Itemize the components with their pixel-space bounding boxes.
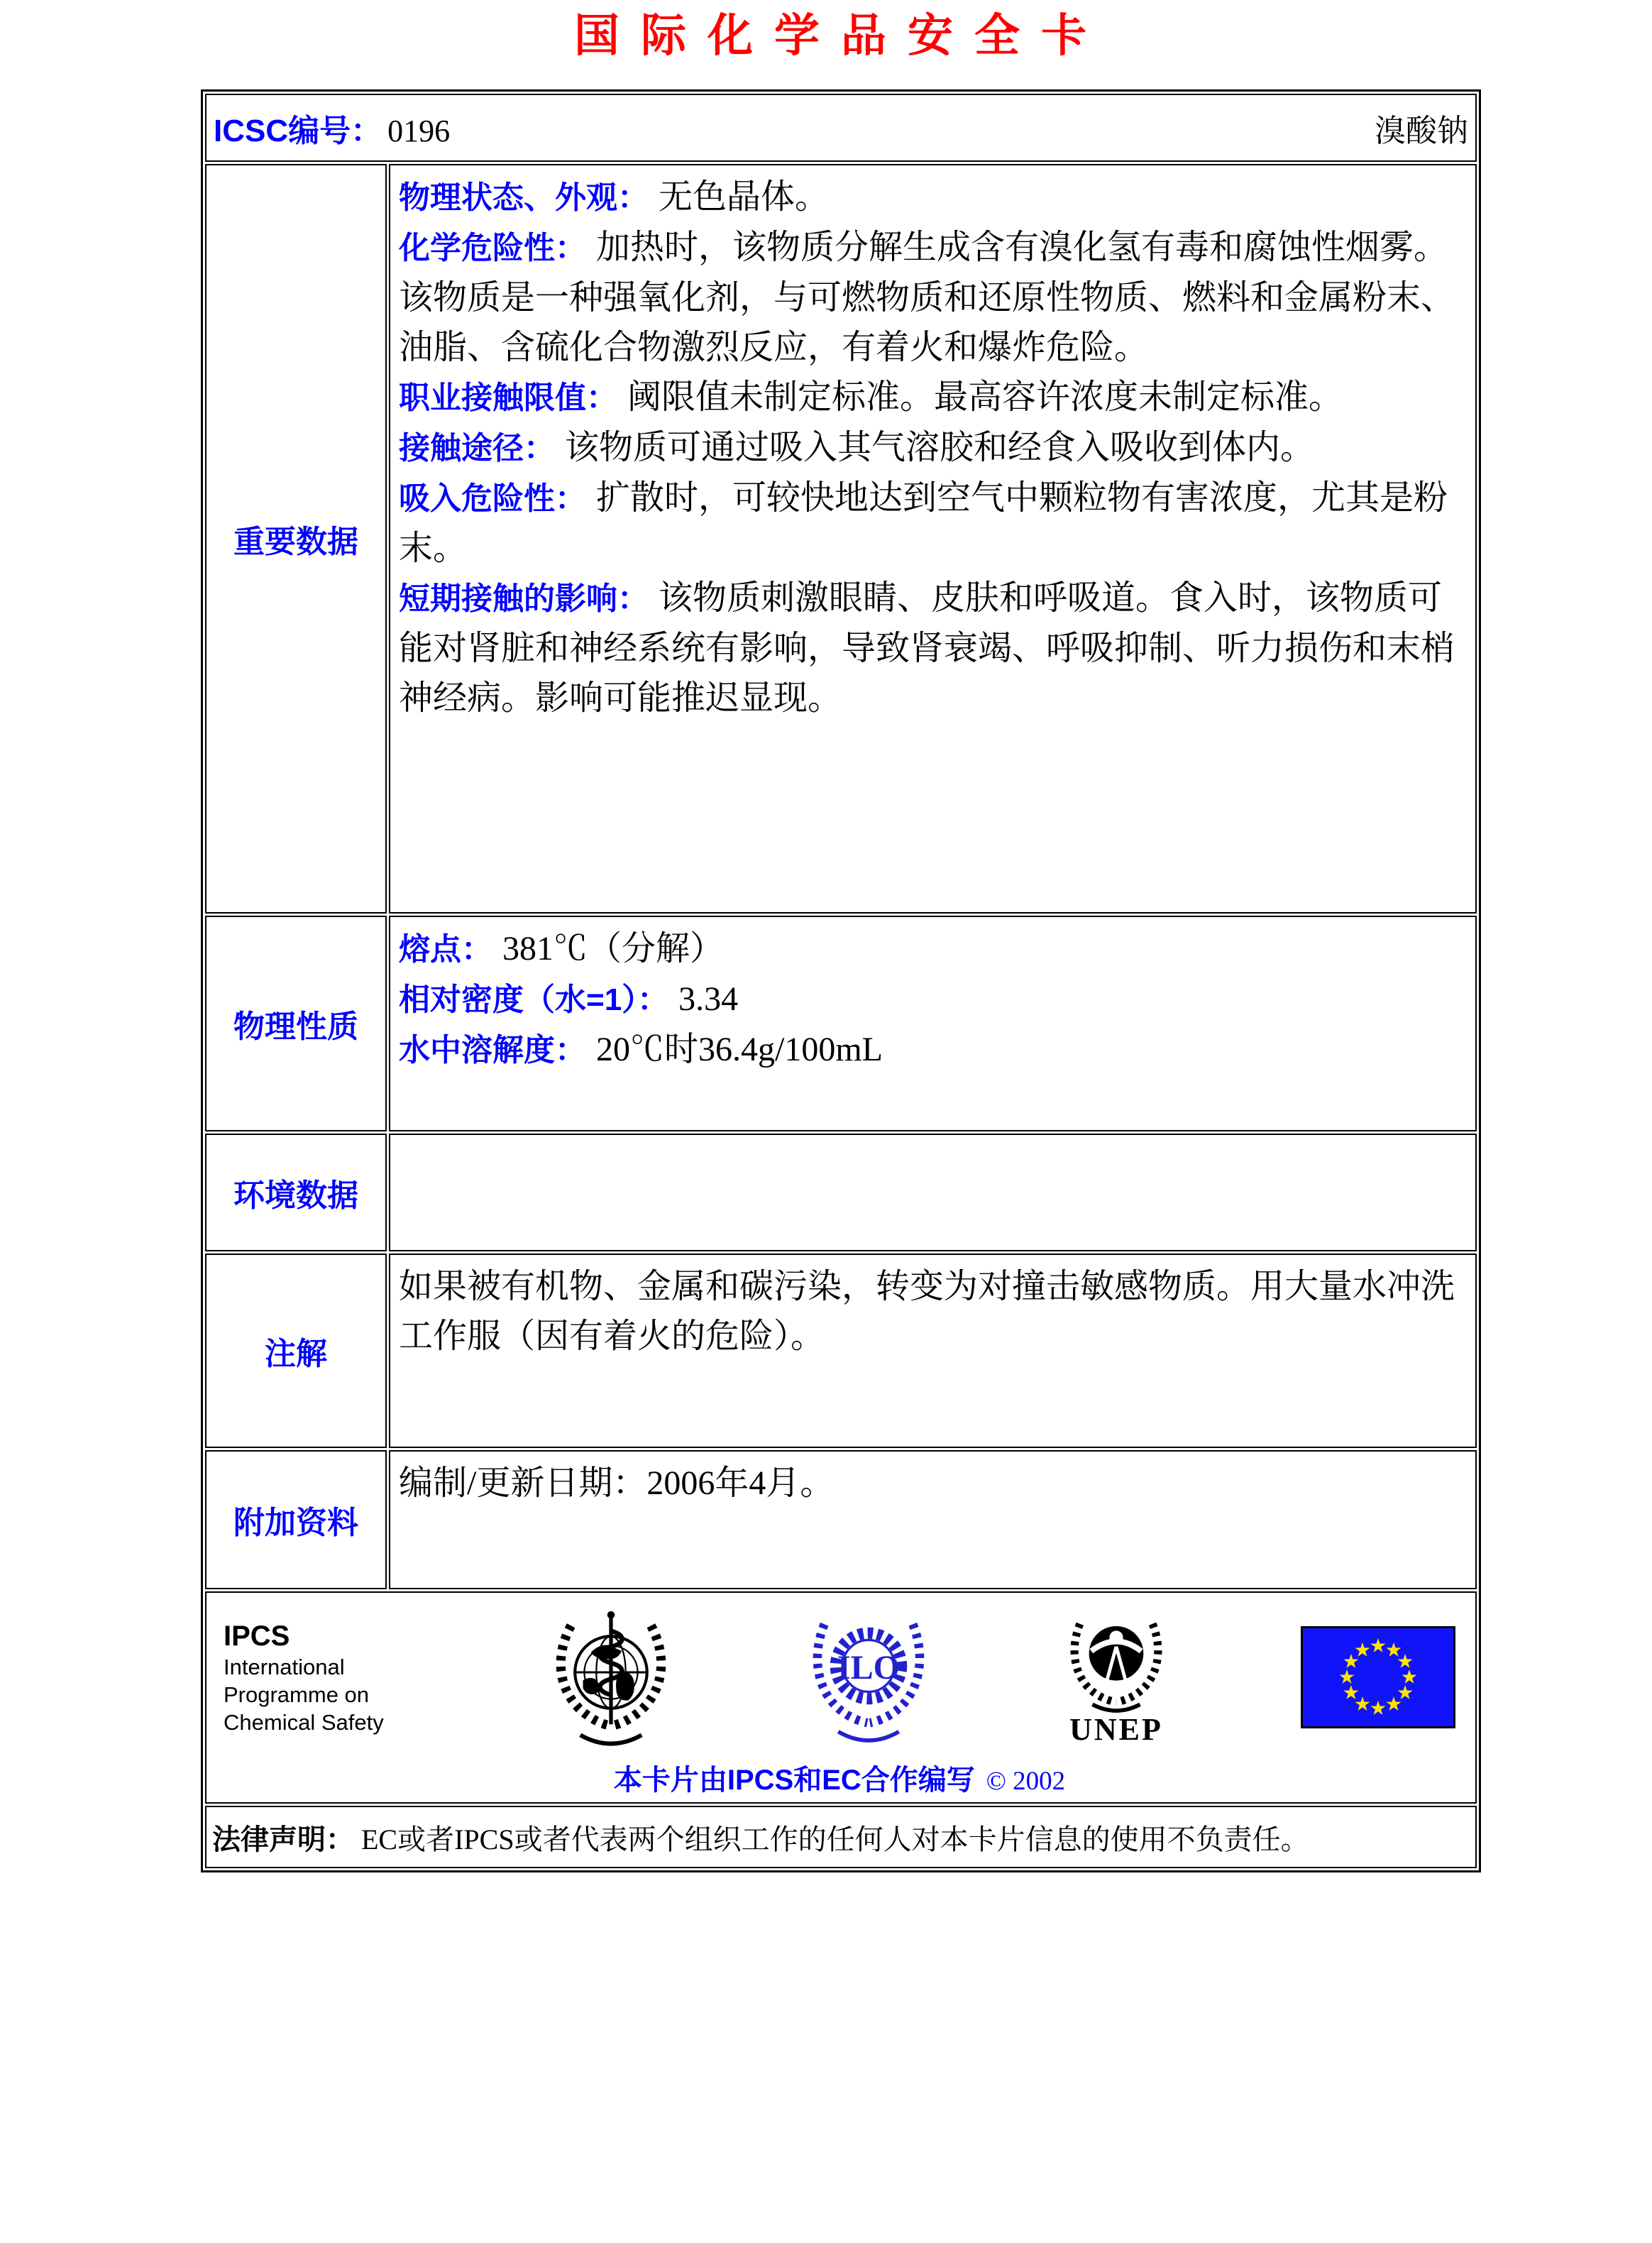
section-label-environmental-data: 环境数据 [205, 1134, 387, 1251]
icsc-number-label: ICSC编号： [214, 114, 382, 148]
copyright-year: © 2002 [986, 1767, 1066, 1796]
organizations-row [205, 1591, 1477, 1804]
data-line [399, 975, 1467, 1025]
icsc-card-table [201, 89, 1481, 1872]
data-line [399, 423, 1467, 473]
legal-row [205, 1806, 1477, 1868]
section-label-physical-properties: 物理性质 [205, 916, 387, 1131]
field-text: 无色晶体。 [659, 178, 830, 216]
field-label: 水中溶解度： [399, 1033, 586, 1068]
ipcs-subtitle-line: Programme on [224, 1682, 370, 1707]
data-line [399, 223, 1467, 373]
field-label: 相对密度（水=1）： [399, 982, 669, 1017]
ipcs-subtitle-line: International [224, 1654, 345, 1679]
chemical-name: 溴酸钠 [1375, 114, 1468, 148]
logos-strip [224, 1604, 1455, 1750]
who-emblem-icon [544, 1606, 678, 1750]
additional-info-content [389, 1450, 1477, 1589]
unep-block [1059, 1609, 1173, 1746]
legal-label: 法律声明： [212, 1824, 354, 1855]
data-line [399, 1025, 1467, 1075]
svg-text:ILO: ILO [837, 1648, 901, 1687]
section-label-notes: 注解 [205, 1254, 387, 1448]
ipcs-text-block [224, 1619, 417, 1736]
data-line [399, 574, 1467, 723]
field-text: 加热时，该物质分解生成含有溴化氢有毒和腐蚀性烟雾。该物质是一种强氧化剂，与可燃物质和还原性物质、燃料和金属粉末、油脂、含硫化合物激烈反应，有着火和爆炸危险。 [399, 229, 1455, 366]
card-header-row [205, 94, 1477, 162]
unep-caption: UNEP [1069, 1711, 1163, 1747]
data-line [399, 924, 1467, 975]
ipcs-acronym: IPCS [224, 1620, 290, 1652]
field-text: 该物质可通过吸入其气溶胶和经食入吸收到体内。 [565, 429, 1315, 466]
field-text: 扩散时，可较快地达到空气中颗粒物有害浓度，尤其是粉末。 [399, 479, 1448, 567]
eu-flag-icon [1301, 1626, 1455, 1728]
copyright-line [224, 1757, 1455, 1798]
important-data-row [205, 164, 1477, 914]
data-line [399, 373, 1467, 423]
field-label: 职业接触限值： [399, 380, 617, 415]
page-title: 国际化学品安全卡 [574, 11, 1108, 61]
data-line [399, 473, 1467, 574]
environmental-data-row [205, 1134, 1477, 1251]
field-label: 熔点： [399, 932, 492, 967]
section-label-additional-info: 附加资料 [205, 1450, 387, 1589]
physical-properties-row [205, 916, 1477, 1131]
physical-properties-content [389, 916, 1477, 1131]
legal-text: EC或者IPCS或者代表两个组织工作的任何人对本卡片信息的使用不负责任。 [361, 1823, 1309, 1855]
icsc-number-value: 0196 [387, 114, 451, 148]
environmental-data-content [389, 1134, 1477, 1251]
field-label: 接触途径： [399, 431, 555, 466]
icsc-number-group [214, 105, 450, 150]
section-label-important-data: 重要数据 [205, 164, 387, 914]
field-text: 阈限值未制定标准。最高容许浓度未制定标准。 [627, 378, 1343, 416]
additional-info-row [205, 1450, 1477, 1589]
field-label: 短期接触的影响： [399, 581, 649, 616]
unep-emblem-icon [1059, 1609, 1173, 1713]
ilo-emblem-icon [805, 1606, 932, 1748]
field-text: 3.34 [678, 980, 739, 1018]
field-text: 20℃时36.4g/100mL [596, 1031, 883, 1068]
field-label: 化学危险性： [399, 231, 586, 265]
copyright-text: 本卡片由IPCS和EC合作编写 [613, 1765, 975, 1796]
important-data-content [389, 164, 1477, 914]
notes-row [205, 1254, 1477, 1448]
field-label: 物理状态、外观： [399, 180, 649, 215]
ipcs-subtitle-line: Chemical Safety [224, 1709, 384, 1735]
data-line [399, 172, 1467, 223]
data-line: 如果被有机物、金属和碳污染，转变为对撞击敏感物质。用大量水冲洗工作服（因有着火的危险）。 [399, 1268, 1455, 1355]
field-text: 该物质刺激眼睛、皮肤和呼吸道。食入时，该物质可能对肾脏和神经系统有影响，导致肾衰竭、呼吸抑制、听力损伤和末梢神经病。影响可能推迟显现。 [399, 579, 1455, 717]
field-label: 吸入危险性： [399, 481, 586, 516]
notes-content [389, 1254, 1477, 1448]
field-text: 381℃（分解） [502, 930, 725, 967]
data-line: 编制/更新日期：2006年4月。 [399, 1464, 835, 1502]
